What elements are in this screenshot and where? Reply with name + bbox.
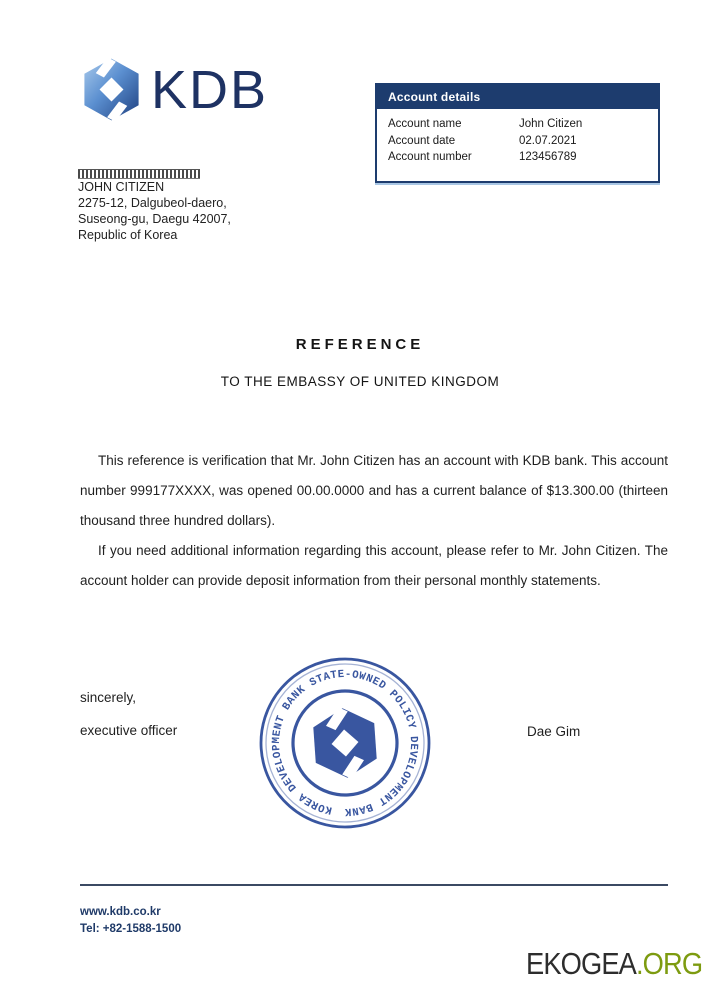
recipient-name: JOHN CITIZEN bbox=[78, 180, 165, 194]
footer-website: www.kdb.co.kr bbox=[80, 906, 161, 918]
footer-phone: Tel: +82-1588-1500 bbox=[80, 923, 182, 935]
account-name-label: Account name bbox=[388, 118, 462, 130]
signatory-title: executive officer bbox=[80, 723, 178, 738]
redacted-reference-line bbox=[78, 169, 200, 179]
recipient-address-block bbox=[78, 179, 231, 243]
kdb-wordmark: KDB bbox=[151, 59, 269, 120]
account-date-label: Account date bbox=[388, 134, 456, 147]
kdb-logo bbox=[80, 56, 268, 123]
recipient-address-line1: 2275-12, Dalgubeol-daero, bbox=[78, 196, 227, 210]
account-number-label: Account number bbox=[388, 151, 472, 163]
letter-subtitle: TO THE EMBASSY OF UNITED KINGDOM bbox=[220, 374, 500, 389]
letter-paragraph-2: If you need additional information regarding this account, please refer to Mr. John Citizen. The account holder can provide deposit information from their personal monthly statements. bbox=[80, 543, 668, 588]
account-name-value: John Citizen bbox=[519, 118, 583, 130]
account-date-row bbox=[388, 133, 647, 150]
letter-title: REFERENCE bbox=[295, 336, 425, 353]
account-number-row bbox=[388, 149, 647, 166]
stamp-kdb-icon bbox=[312, 705, 378, 782]
letter-paragraph-1: This reference is verification that Mr. John Citizen has an account with KDB bank. This account number 999177XXXX, was opened 00.00.0000 and has a current balance of $13.300.00 (thirteen thousand three hundred dollars). bbox=[80, 453, 668, 528]
kdb-hexagon-icon bbox=[80, 56, 143, 123]
account-details-box bbox=[375, 83, 660, 183]
account-name-row bbox=[388, 116, 647, 133]
account-date-value: 02.07.2021 bbox=[519, 134, 577, 147]
recipient-address-line3: Republic of Korea bbox=[78, 228, 178, 242]
account-number-value: 123456789 bbox=[519, 151, 577, 163]
recipient-address-line2: Suseong-gu, Daegu 42007, bbox=[78, 212, 231, 226]
watermark-tld: .ORG bbox=[635, 946, 702, 981]
signatory-name: Dae Gim bbox=[527, 724, 581, 739]
watermark-brand: EKOGEA bbox=[525, 946, 636, 981]
account-details-body bbox=[377, 109, 658, 173]
ekogea-watermark bbox=[526, 948, 702, 979]
letter-closing: sincerely, bbox=[80, 690, 137, 705]
letter-body bbox=[80, 446, 668, 596]
account-details-title: Account details bbox=[377, 85, 658, 109]
bank-round-stamp bbox=[248, 646, 442, 840]
stamp-ring-text: KOREA DEVELOPMENT BANK STATE-OWNED POLICY DEVELOPMENT BANK bbox=[270, 668, 420, 818]
footer-divider bbox=[80, 884, 668, 886]
